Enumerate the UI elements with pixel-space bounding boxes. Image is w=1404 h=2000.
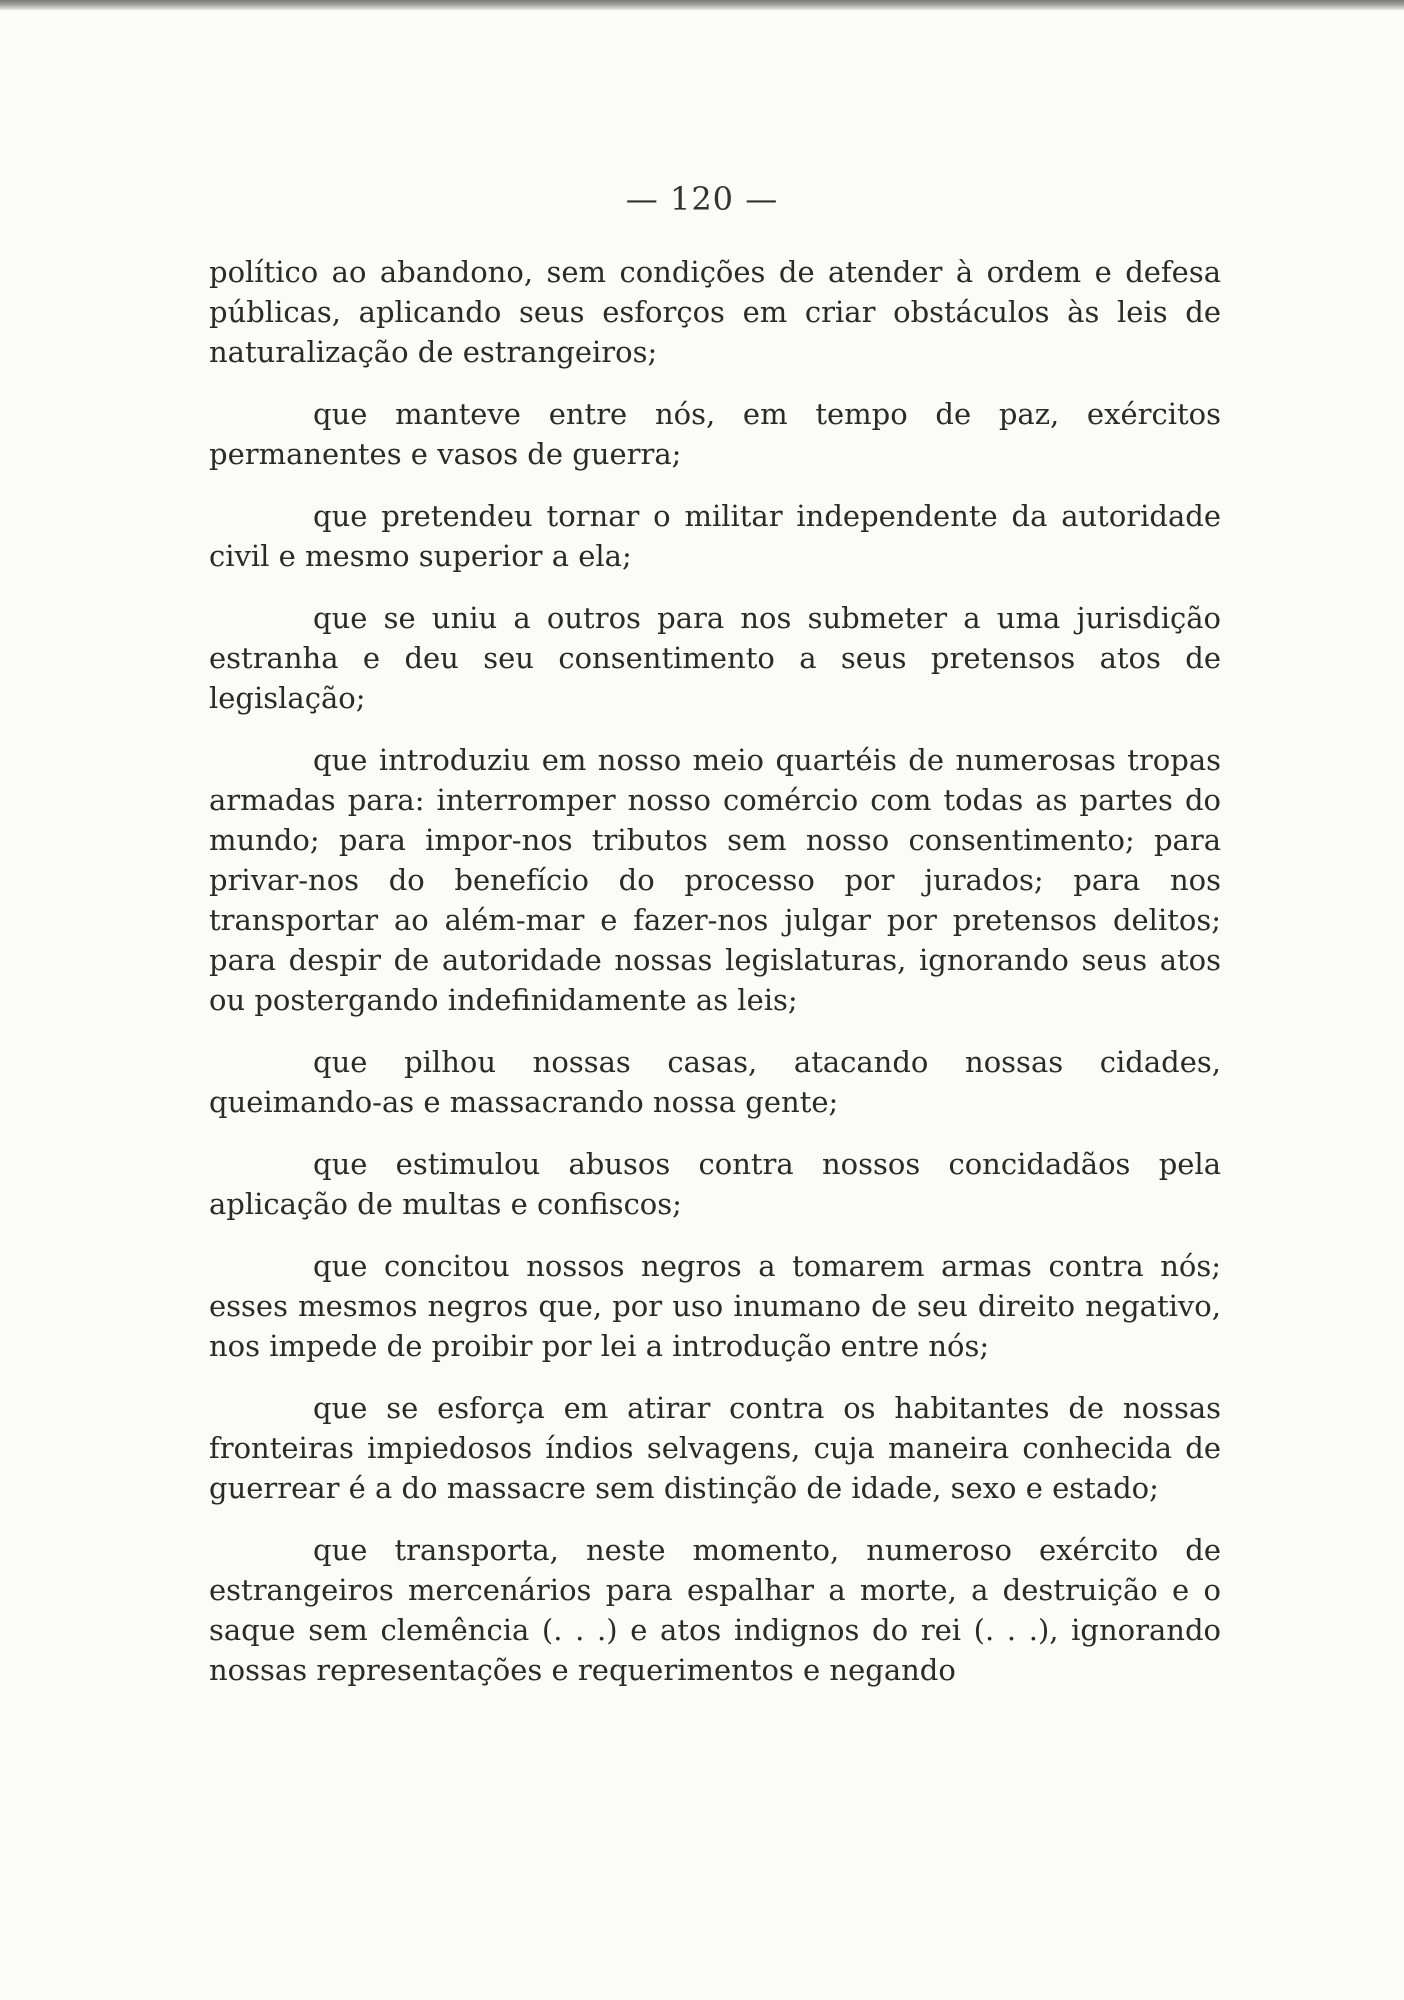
paragraph: que se esforça em atirar contra os habitantes de nossas fronteiras impiedosos índios selvagens, cuja maneira conhecida de guerrear é a do massacre sem distinção de idade, sexo e estado;: [209, 1391, 1221, 1505]
paragraph: que se uniu a outros para nos submeter a uma jurisdição estranha e deu seu consentimento a seus pretensos atos de legislação;: [209, 601, 1221, 715]
paragraph: que introduziu em nosso meio quartéis de numerosas tropas armadas para: interromper nosso comércio com todas as partes do mundo; para impor-nos tributos sem nosso consentimento; para privar-nos do benefício do processo por jurados; para nos transportar ao além-mar e fazer-nos julgar por pretensos delitos; para despir de autoridade nossas legislaturas, ignorando seus atos ou postergando indefinidamente as leis;: [209, 743, 1221, 1017]
paragraph: que manteve entre nós, em tempo de paz, exércitos permanentes e vasos de guerra;: [209, 397, 1221, 471]
paragraph: que pilhou nossas casas, atacando nossas cidades, queimando-as e massacrando nossa gente;: [209, 1045, 1221, 1119]
paragraph: que pretendeu tornar o militar independente da autoridade civil e mesmo superior a ela;: [209, 499, 1221, 573]
body-text: [209, 252, 1221, 1712]
paragraph: que concitou nossos negros a tomarem armas contra nós; esses mesmos negros que, por uso inumano de seu direito negativo, nos impede de proibir por lei a introdução entre nós;: [209, 1249, 1221, 1363]
paragraph: político ao abandono, sem condições de atender à ordem e defesa públicas, aplicando seus esforços em criar obstáculos às leis de naturalização de estrangeiros;: [209, 255, 1221, 369]
paragraph: que estimulou abusos contra nossos concidadãos pela aplicação de multas e confiscos;: [209, 1147, 1221, 1221]
scan-edge: [0, 0, 1404, 10]
page-number: — 120 —: [625, 180, 779, 218]
paragraph: que transporta, neste momento, numeroso exército de estrangeiros mercenários para espalhar a morte, a destruição e o saque sem clemência (. . .) e atos indignos do rei (. . .), ignorando nossas representações e requerimentos e negando: [209, 1533, 1221, 1687]
